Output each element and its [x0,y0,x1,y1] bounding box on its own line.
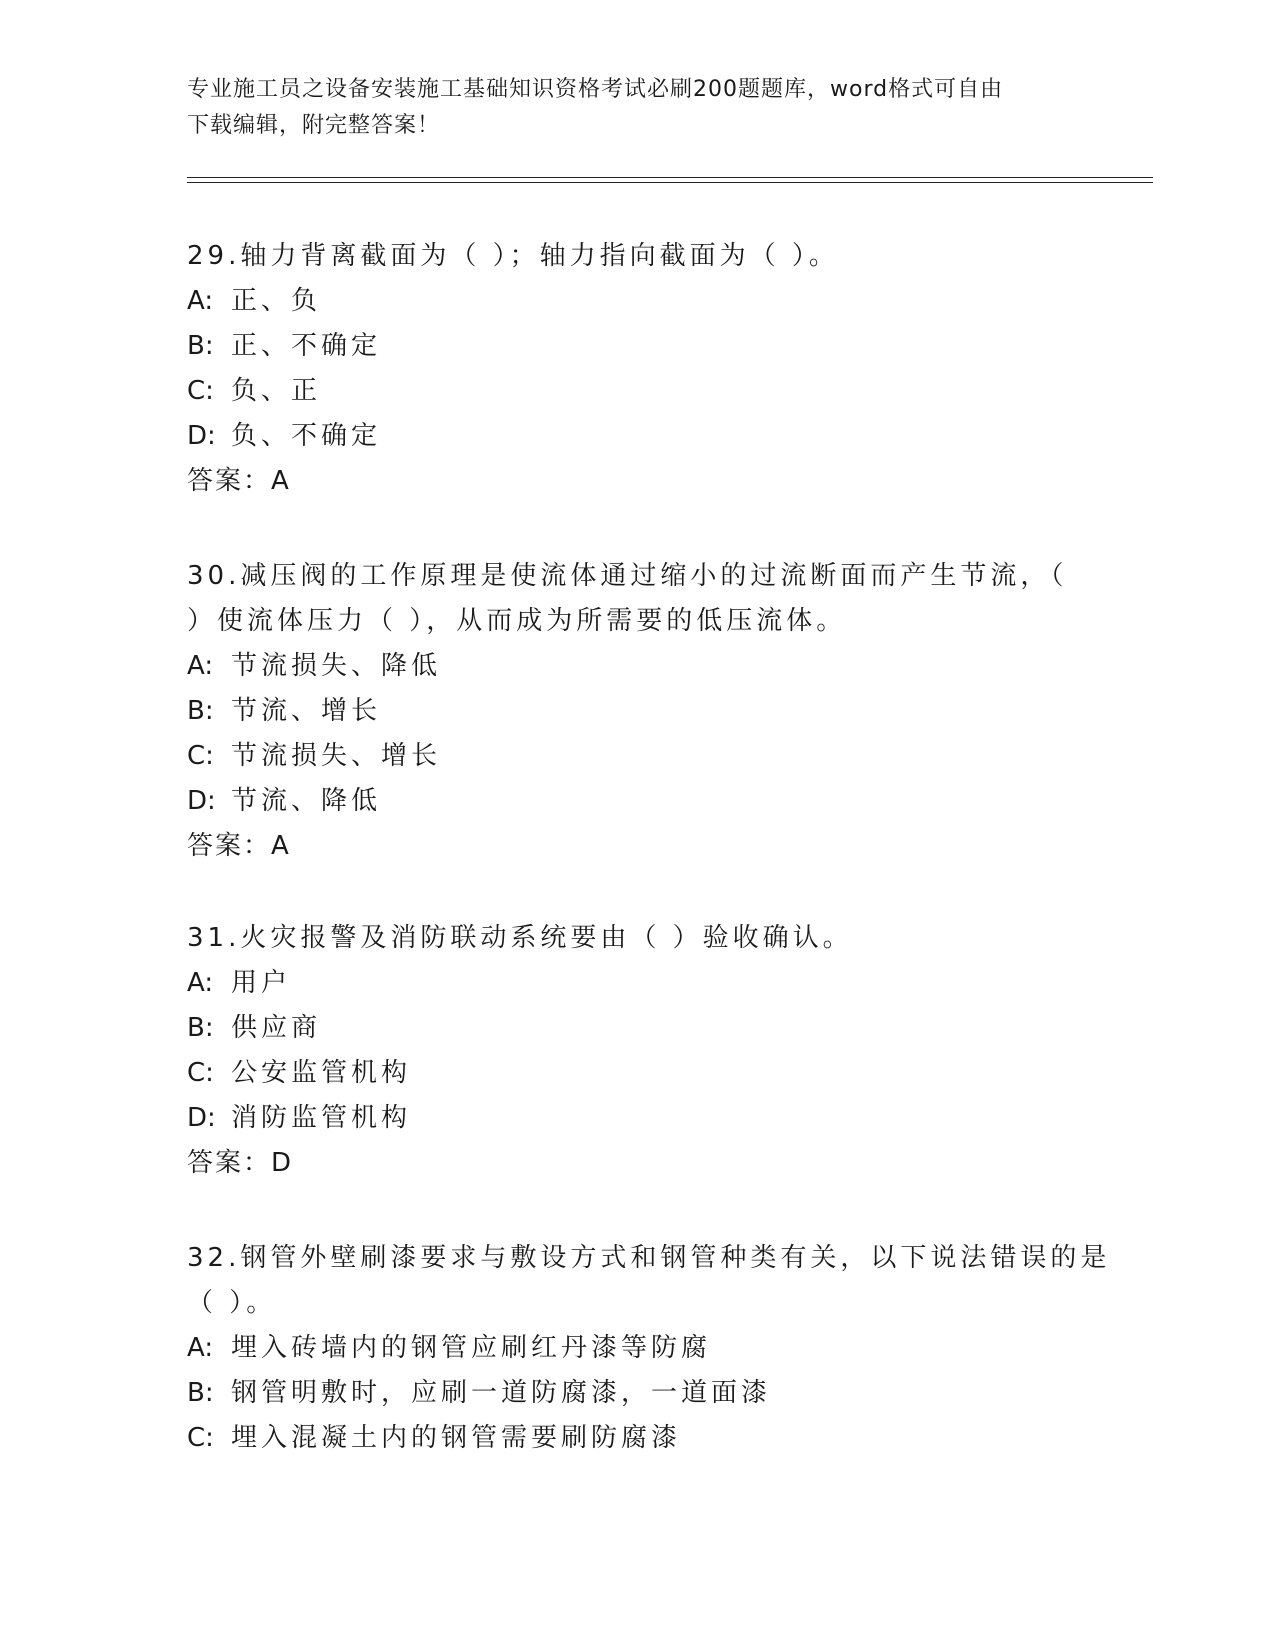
option-text: 用户 [231,968,292,998]
option-text: 埋入混凝土内的钢管需要刷防腐漆 [231,1423,682,1453]
question-stem-continued: ）使流体压力（ ），从而成为所需要的低压流体。 [187,606,847,636]
answer-label: 答案：A [187,831,291,861]
option-text: 供应商 [231,1013,322,1043]
option-a [187,1326,1087,1371]
option-key: C: [187,1423,214,1453]
answer-label: 答案：D [187,1148,294,1178]
option-text: 节流、增长 [231,696,382,726]
option-key: A: [187,651,214,681]
option-b [187,1371,1087,1416]
option-key: C: [187,376,214,406]
question-32 [187,1236,1111,1461]
option-a [187,961,1087,1006]
option-b [187,324,1087,369]
option-text: 正、负 [231,286,322,316]
question-30 [187,554,1087,869]
option-key: D: [187,1103,216,1133]
option-d [187,779,1087,824]
option-key: D: [187,421,216,451]
question-29 [187,234,1087,504]
option-text: 负、不确定 [231,421,382,451]
option-a [187,644,1087,689]
option-key: B: [187,696,214,726]
option-text: 埋入砖墙内的钢管应刷红丹漆等防腐 [231,1333,712,1363]
option-key: C: [187,1058,214,1088]
option-key: B: [187,331,214,361]
option-key: A: [187,286,214,316]
question-stem-continued: （ ）。 [187,1288,277,1318]
header-divider-top [187,177,1153,178]
option-d [187,1096,1087,1141]
option-key: D: [187,786,216,816]
answer-label: 答案：A [187,466,291,496]
question-stem: 31.火灾报警及消防联动系统要由（ ）验收确认。 [187,923,853,953]
option-text: 节流损失、降低 [231,651,442,681]
option-text: 节流损失、增长 [231,741,442,771]
option-text: 正、不确定 [231,331,382,361]
option-text: 钢管明敷时，应刷一道防腐漆，一道面漆 [231,1378,772,1408]
question-31 [187,916,1087,1186]
option-c [187,1051,1087,1096]
option-c [187,1416,1087,1461]
question-stem: 32.钢管外壁刷漆要求与敷设方式和钢管种类有关，以下说法错误的是 [187,1243,1111,1273]
option-key: A: [187,1333,214,1363]
option-a [187,279,1087,324]
option-c [187,734,1087,779]
option-text: 公安监管机构 [231,1058,412,1088]
header-divider-bottom [187,182,1153,183]
option-b [187,689,1087,734]
option-d [187,414,1087,459]
option-key: A: [187,968,214,998]
option-key: B: [187,1378,214,1408]
option-key: B: [187,1013,214,1043]
option-text: 消防监管机构 [231,1103,412,1133]
option-key: C: [187,741,214,771]
option-c [187,369,1087,414]
header-line-2: 下载编辑，附完整答案！ [187,113,441,138]
option-b [187,1006,1087,1051]
option-text: 负、正 [231,376,322,406]
document-header [187,72,1087,144]
question-stem: 30.减压阀的工作原理是使流体通过缩小的过流断面而产生节流，（ [187,561,1068,591]
header-line-1: 专业施工员之设备安装施工基础知识资格考试必刷200题题库，word格式可自由 [187,77,1004,102]
option-text: 节流、降低 [231,786,382,816]
question-stem: 29.轴力背离截面为（ ）；轴力指向截面为（ ）。 [187,241,839,271]
